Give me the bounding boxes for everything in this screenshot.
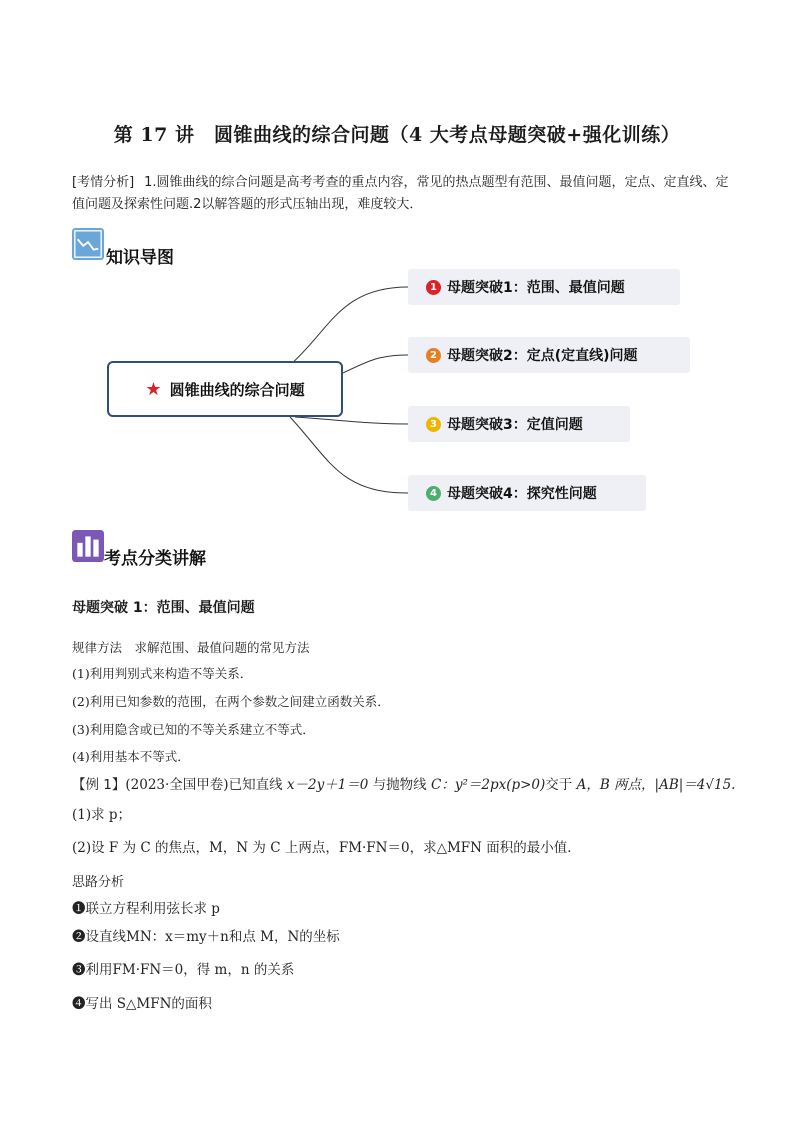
sub-title: 母题突破 1：范围、最值问题	[72, 600, 255, 616]
method-item: (4)利用基本不等式．	[72, 749, 190, 764]
question-1: (1)求 p；	[72, 807, 132, 823]
thinking-step: ❸利用FM·FN＝0，得 m，n 的关系	[72, 962, 295, 978]
example-text: 已知直线	[228, 777, 287, 793]
mindmap-center-node	[107, 361, 343, 417]
mindmap-branch-1	[408, 269, 680, 305]
analysis-tag: [考情分析]	[72, 175, 135, 190]
number-badge-icon: 1	[426, 280, 441, 295]
parabola-equation: C：y²＝2px(p>0)	[430, 777, 546, 793]
method-item: (3)利用隐含或已知的不等关系建立不等式．	[72, 722, 315, 737]
question-2: (2)设 F 为 C 的焦点，M，N 为 C 上两点，FM·FN＝0，求△MFN 面积的最小值．	[72, 840, 581, 856]
branch-label: 母题突破3：定值问题	[447, 417, 583, 433]
example-source: (2023·全国甲卷)	[125, 777, 229, 793]
section-heading-knowledge-map: 知识导图	[106, 248, 174, 268]
branch-label: 母题突破2：定点(定直线)问题	[447, 348, 638, 364]
method-heading: 规律方法 求解范围、最值问题的常见方法	[72, 640, 310, 655]
branch-label: 母题突破1：范围、最值问题	[447, 280, 625, 296]
example-condition: A，B 两点，|AB|＝4√15.	[576, 777, 736, 793]
thinking-heading: 思路分析	[72, 875, 125, 890]
example-text: 与抛物线	[368, 777, 431, 793]
star-icon: ★	[145, 378, 162, 400]
mindmap-center-label: 圆锥曲线的综合问题	[169, 380, 305, 399]
analysis-text: 1.圆锥曲线的综合问题是高考考查的重点内容，常见的热点题型有范围、最值问题，定点、定直线、定值问题及探索性问题.2以解答题的形式压轴出现，难度较大．	[72, 175, 729, 212]
line-equation: x－2y＋1＝0	[286, 777, 369, 793]
number-badge-icon: 4	[426, 486, 441, 501]
thinking-step: ❹写出 S△MFN的面积	[72, 996, 212, 1012]
example-statement	[72, 773, 735, 793]
method-item: (1)利用判别式来构造不等关系．	[72, 666, 253, 681]
branch-label: 母题突破4：探究性问题	[447, 486, 597, 502]
thinking-step: ❷设直线MN：x＝my＋n和点 M，N的坐标	[72, 929, 340, 945]
method-item: (2)利用已知参数的范围，在两个参数之间建立函数关系．	[72, 694, 390, 709]
example-label: 【例 1】	[72, 777, 126, 793]
mindmap-branch-2	[408, 337, 690, 373]
section-heading-topics: 考点分类讲解	[104, 549, 206, 569]
number-badge-icon: 2	[426, 348, 441, 363]
number-badge-icon: 3	[426, 417, 441, 432]
page-title: 第 17 讲 圆锥曲线的综合问题（4 大考点母题突破+强化训练）	[113, 124, 681, 146]
example-text: 交于	[545, 777, 577, 793]
thinking-step: ❶联立方程利用弦长求 p	[72, 901, 220, 917]
bar-chart-icon	[72, 530, 104, 562]
mindmap-branch-3	[408, 406, 630, 442]
mindmap-branch-4	[408, 475, 646, 511]
